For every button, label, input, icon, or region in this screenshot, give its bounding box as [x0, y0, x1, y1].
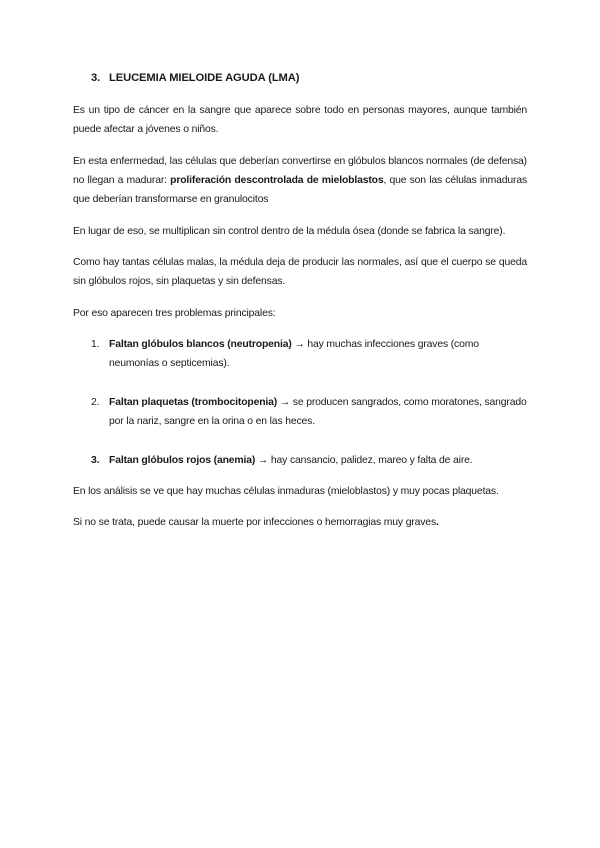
paragraph-maturation-bold: proliferación descontrolada de mieloblastos — [170, 175, 384, 186]
list-marker: 2. — [91, 397, 100, 408]
list-item-neutropenia — [91, 335, 531, 373]
list-item-text: → hay muchas infecciones graves (como neumonías o septicemias). — [109, 339, 479, 369]
paragraph-outcome — [73, 513, 527, 532]
list-item-text: → se producen sangrados, como moratones, sangrado por la nariz, sangre en la orina o en las heces. — [109, 397, 527, 427]
paragraph-bone-marrow: En lugar de eso, se multiplican sin control dentro de la médula ósea (donde se fabrica la sangre). — [73, 226, 506, 237]
section-title: LEUCEMIA MIELOIDE AGUDA (LMA) — [109, 72, 300, 84]
paragraph-consequences: Como hay tantas células malas, la médula deja de producir las normales, así que el cuerpo se queda sin glóbulos rojos, sin plaquetas y sin defensas. — [73, 257, 527, 287]
list-item-bold: Faltan plaquetas (trombocitopenia) — [109, 397, 278, 408]
paragraph-maturation-start: En esta enfermedad, las células que deberían convertirse en glóbulos blancos normales (de defensa) no llegan a madurar: — [73, 156, 527, 186]
list-item-anemia — [91, 451, 531, 470]
paragraph-problems-intro: Por eso aparecen tres problemas principales: — [73, 308, 276, 319]
list-marker: 3. — [91, 455, 100, 466]
paragraph-intro: Es un tipo de cáncer en la sangre que aparece sobre todo en personas mayores, aunque también puede afectar a jóvenes o niños. — [73, 105, 527, 135]
list-item-bold: Faltan glóbulos rojos (anemia) — [109, 455, 256, 466]
paragraph-maturation — [73, 152, 527, 209]
paragraph-maturation-end: , que son las células inmaduras que deberían transformarse en granulocitos — [73, 175, 527, 205]
section-heading — [91, 72, 299, 84]
list-item-thrombocytopenia — [91, 393, 531, 431]
list-item-text: → hay cansancio, palidez, mareo y falta de aire. — [255, 455, 473, 466]
list-marker: 1. — [91, 339, 100, 350]
section-number: 3. — [91, 72, 101, 84]
paragraph-outcome-text: Si no se trata, puede causar la muerte por infecciones o hemorragias muy graves — [73, 517, 436, 528]
paragraph-analysis: En los análisis se ve que hay muchas células inmaduras (mieloblastos) y muy pocas plaquetas. — [73, 486, 499, 497]
paragraph-outcome-period: . — [436, 517, 439, 528]
list-item-bold: Faltan glóbulos blancos (neutropenia) — [109, 339, 292, 350]
